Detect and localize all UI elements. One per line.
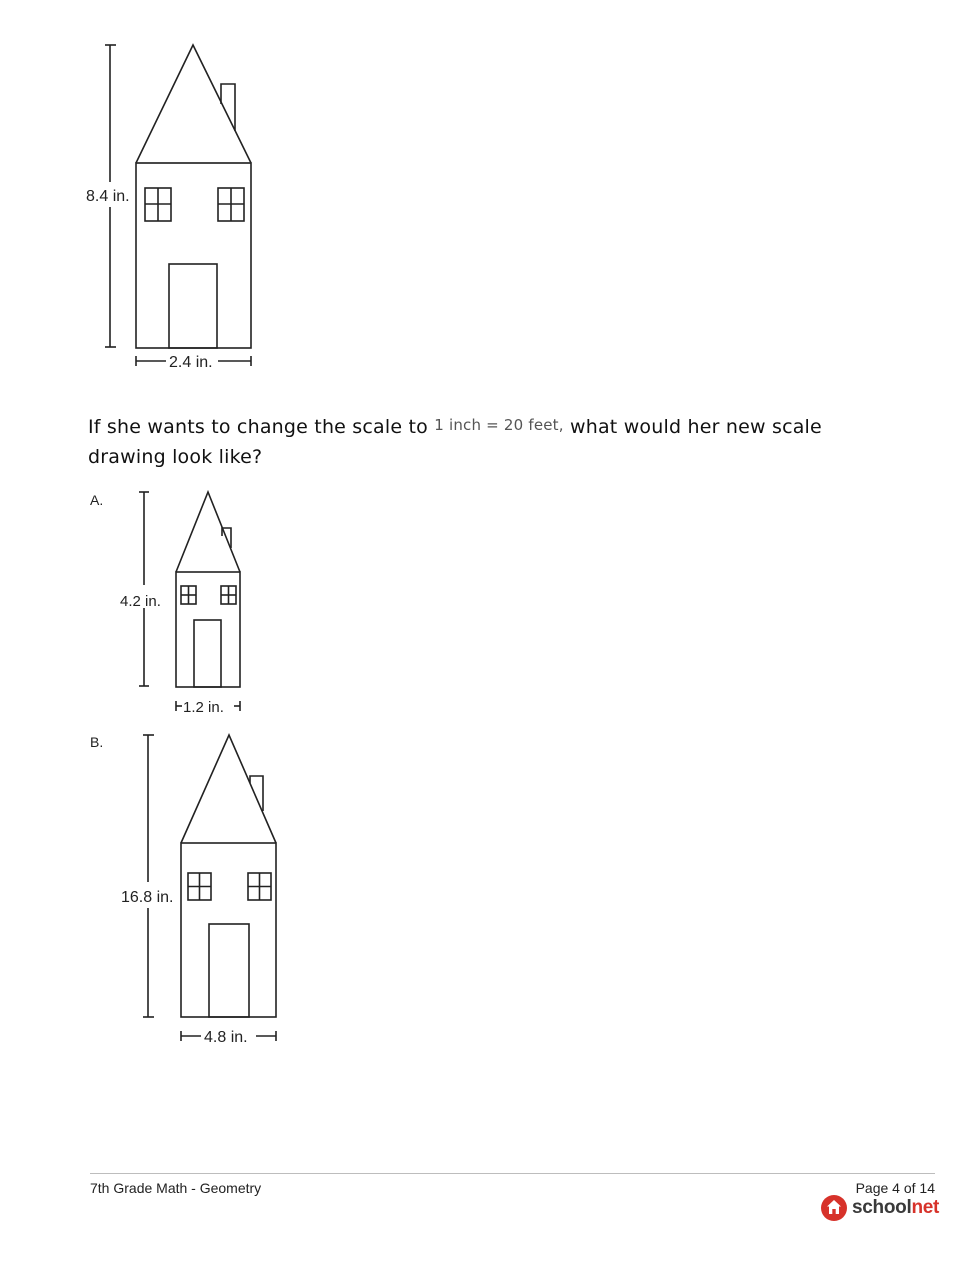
option-b-height-label: 16.8 in. <box>121 889 174 906</box>
option-a-width-label: 1.2 in. <box>183 699 224 716</box>
schoolnet-logo <box>820 1193 940 1223</box>
option-a-height-label: 4.2 in. <box>120 593 161 610</box>
brand-name-part2: net <box>911 1197 940 1218</box>
footer-course-title: 7th Grade Math - Geometry <box>90 1180 262 1196</box>
home-icon <box>820 1194 848 1222</box>
footer-page-number: Page 4 of 14 <box>855 1180 935 1196</box>
question-text-after: what would her new scale drawing look like? <box>88 416 822 468</box>
original-height-label: 8.4 in. <box>86 188 130 205</box>
footer-divider <box>90 1173 935 1174</box>
brand-name-part1: school <box>852 1197 912 1218</box>
option-b-letter[interactable]: B. <box>90 734 104 750</box>
question-text-before: If she wants to change the scale to <box>88 416 435 438</box>
option-a-house-figure[interactable] <box>0 480 300 725</box>
question-text <box>88 413 828 472</box>
original-house-figure <box>0 0 300 380</box>
brand-name <box>852 1197 939 1219</box>
original-width-label: 2.4 in. <box>169 354 213 371</box>
option-a-letter[interactable]: A. <box>90 492 104 508</box>
option-b-house-figure[interactable] <box>0 720 320 1050</box>
option-b-width-label: 4.8 in. <box>204 1029 248 1046</box>
scale-expression: 1 inch = 20 feet, <box>434 416 564 434</box>
